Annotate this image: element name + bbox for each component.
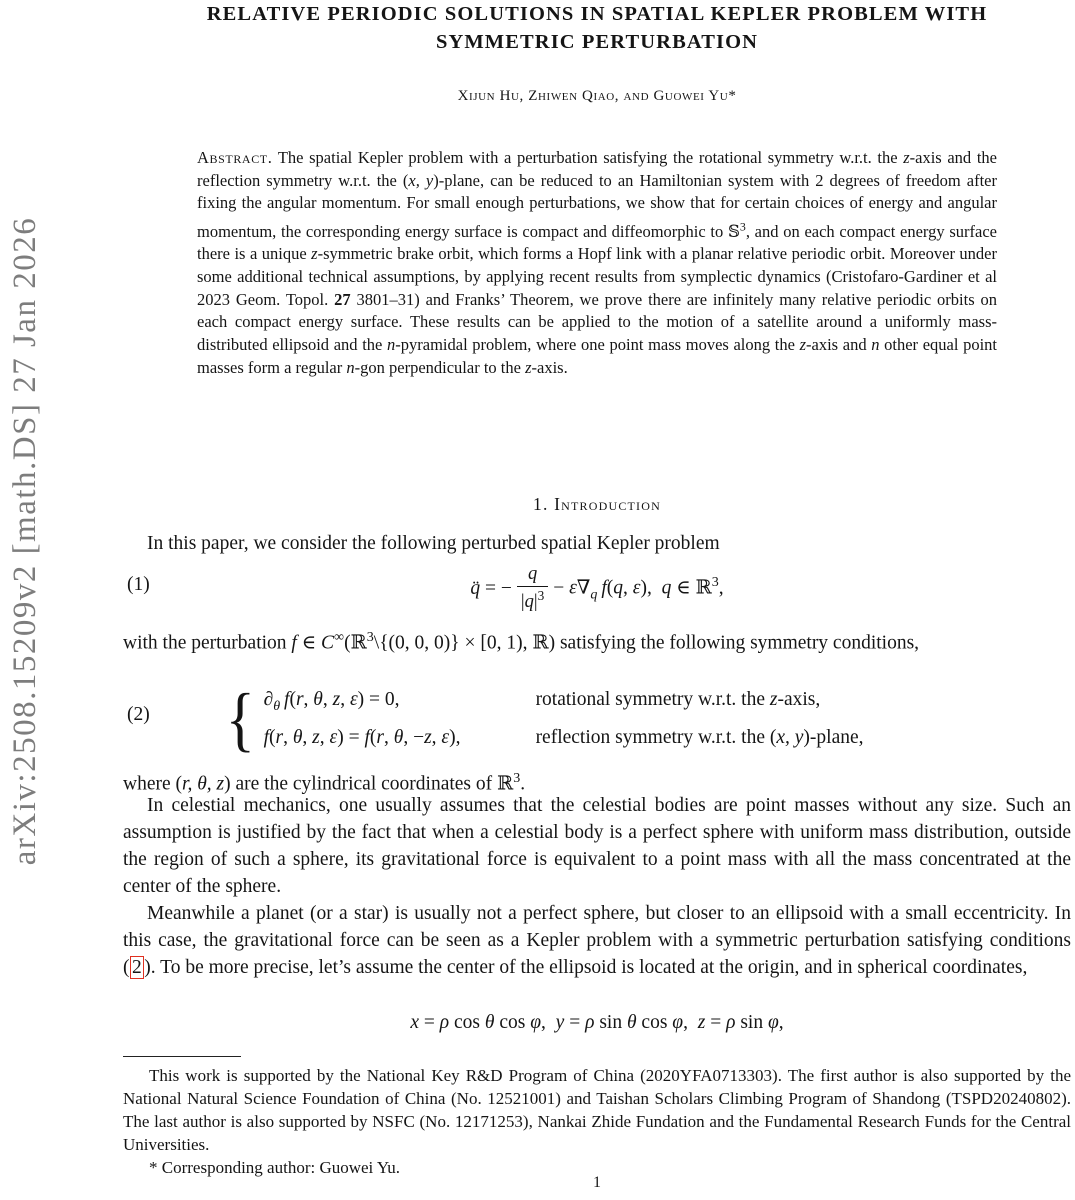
paper-title-line2: SYMMETRIC PERTURBATION bbox=[435, 31, 759, 53]
page-number: 1 bbox=[593, 1174, 601, 1191]
equation-row bbox=[264, 684, 864, 722]
cases-brace: { bbox=[225, 678, 255, 759]
equation-row-desc: rotational symmetry w.r.t. the z-axis, bbox=[535, 689, 821, 710]
abstract-text: The spatial Kepler problem with a perturbation satisfying the rotational symmetry w.r.t. the z-axis and the reflection symmetry w.r.t. the (x, y)-plane, can be reduced to an Hamiltonian system with 2 degrees of freedom after fixing the angular momentum. For small enough perturbations, we show that for certain choices of energy and angular momentum, the corresponding energy surface is compact and diffeomorphic to 𝕊$^3$, and on each compact energy surface there is a unique z-symmetric brake orbit, which forms a Hopf link with a planar relative periodic orbit. Moreover under some additional technical assumptions, by applying recent results from symplectic dynamics (Cristofaro-Gardiner et al 2023 Geom. Topol. 27 3801–31) and Franks’ Theorem, we prove there are infinitely many relative periodic orbits on each compact energy surface. These results can be applied to the motion of a satellite around a uniformly mass-distributed ellipsoid and the n-pyramidal problem, where one point mass moves along the z-axis and n other equal point masses form a regular n-gon perpendicular to the z-axis. bbox=[197, 148, 998, 377]
footnote-text: This work is supported by the National Key R&D Program of China (2020YFA0713303). The first author is also supported by the National Natural Science Foundation of China (No. 12521001) and Taishan Scholars Climbing Program of Shandong (TSPD20240802). The last author is also supported by NSFC (No. 12171253), Nankai Zhide Fundation and the Fundamental Research Funds for the Central Universities. bbox=[123, 1066, 1071, 1154]
paper-title bbox=[123, 0, 1071, 56]
section-heading: 1. Introduction bbox=[533, 494, 661, 514]
spherical-coordinates-equation: x = ρ cos θ cos φ, y = ρ sin θ cos φ, z = ρ sin φ, bbox=[410, 1012, 784, 1033]
paper-title-line1: RELATIVE PERIODIC SOLUTIONS IN SPATIAL KEPLER PROBLEM WITH bbox=[206, 3, 988, 25]
equation-row bbox=[264, 722, 864, 754]
footnote-rule bbox=[123, 1056, 241, 1057]
intro-paragraph-1: In this paper, we consider the following perturbed spatial Kepler problem bbox=[147, 533, 720, 554]
eq-ref-link[interactable]: 2 bbox=[130, 956, 145, 979]
equation-row-desc: reflection symmetry w.r.t. the (x, y)-plane, bbox=[535, 726, 864, 748]
paragraph-5-after: ). To be more precise, let’s assume the center of the ellipsoid is located at the origin, and in spherical coordinates, bbox=[144, 957, 1028, 978]
cases-group bbox=[223, 678, 864, 759]
intro-paragraph-2: with the perturbation f ∈ C∞(ℝ$^3$\{(0, 0, 0)} × [0, 1), ℝ) satisfying the following symmetry conditions, bbox=[123, 629, 920, 654]
equation-1-label: (1) bbox=[127, 574, 150, 595]
fraction bbox=[517, 564, 548, 614]
corresponding-author: * Corresponding author: Guowei Yu. bbox=[149, 1158, 401, 1177]
equation-row-math: $\partial_\theta$ f(r, θ, z, ε) = 0, bbox=[263, 689, 400, 714]
intro-paragraph-5 bbox=[123, 900, 1071, 981]
abstract bbox=[197, 147, 997, 380]
abstract-label: Abstract. bbox=[197, 148, 273, 167]
intro-paragraph-3: where (r, θ, z) are the cylindrical coordinates of ℝ$^3$. bbox=[123, 770, 526, 795]
equation-2-label: (2) bbox=[127, 704, 150, 725]
equation-1-body bbox=[123, 558, 1071, 620]
fraction-denominator: $|q|^3$ bbox=[517, 586, 548, 613]
equation-row-math: f(r, θ, z, ε) = f(r, θ, −z, ε), bbox=[263, 726, 461, 748]
paragraph-5-before: Meanwhile a planet (or a star) is usually not a perfect sphere, but closer to an ellipsoid with a small eccentricity. In this case, the gravitational force can be seen as a Kepler problem with a symmetric perturbation satisfying conditions ( bbox=[123, 903, 1071, 978]
intro-paragraph-4: In celestial mechanics, one usually assumes that the celestial bodies are point masses without any size. Such an assumption is justified by the fact that when a celestial body is a perfect sphere with uniform mass distribution, outside the region of such a sphere, its gravitational force is equivalent to a point mass with all the mass concentrated at the center of the sphere. bbox=[123, 795, 1071, 897]
equation-1 bbox=[123, 558, 1071, 620]
authors-line: Xijun Hu, Zhiwen Qiao, and Guowei Yu* bbox=[457, 88, 737, 104]
footnote bbox=[123, 1064, 1071, 1179]
fraction-numerator: q bbox=[527, 564, 538, 585]
equation-1-rhs: − $\varepsilon\nabla_q$ f(q, ε), q ∈ ℝ$^3$, bbox=[553, 574, 724, 603]
equation-1-lhs: q̈ = − bbox=[470, 578, 512, 599]
cases-rows bbox=[264, 684, 864, 754]
arxiv-watermark: arXiv:2508.15209v2 [math.DS] 27 Jan 2026 bbox=[7, 216, 43, 866]
